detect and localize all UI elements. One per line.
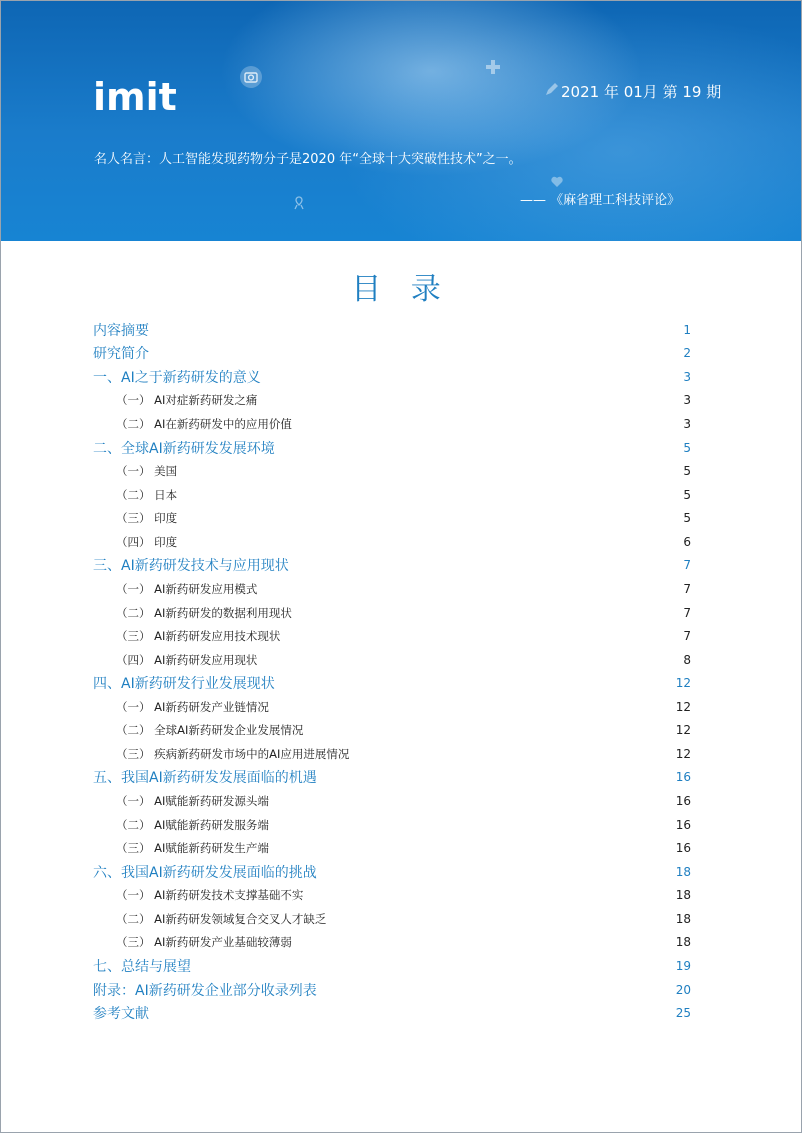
toc-entry-title: 六、我国AI新药研发发展面临的挑战 bbox=[93, 864, 317, 881]
toc-entry-title: （一） AI赋能新药研发源头端 bbox=[116, 794, 269, 809]
toc-entry-title: （一） 美国 bbox=[116, 464, 178, 479]
toc-entry-title: （四） AI新药研发应用现状 bbox=[116, 652, 258, 667]
toc-chapter-entry[interactable] bbox=[93, 342, 691, 366]
toc-entry-page: 7 bbox=[683, 581, 691, 596]
toc-entry-page: 3 bbox=[683, 417, 691, 432]
toc-entry-page: 12 bbox=[675, 699, 691, 714]
pen-icon bbox=[544, 81, 560, 97]
toc-entry-page: 16 bbox=[675, 841, 691, 856]
toc-section-entry[interactable] bbox=[93, 459, 691, 483]
toc-chapter-entry[interactable] bbox=[93, 1001, 691, 1025]
issue-label: 2021 年 01月 第 19 期 bbox=[561, 83, 722, 101]
toc-section-entry[interactable] bbox=[93, 648, 691, 672]
toc-entry-page: 7 bbox=[683, 558, 691, 573]
medical-cross-icon bbox=[484, 58, 502, 76]
toc-entry-title: （一） AI对症新药研发之痛 bbox=[116, 393, 258, 408]
toc-entry-title: 七、总结与展望 bbox=[93, 958, 191, 975]
toc-entry-title: （三） AI新药研发产业基础较薄弱 bbox=[116, 935, 292, 950]
toc-section-entry[interactable] bbox=[93, 742, 691, 766]
toc-section-entry[interactable] bbox=[93, 884, 691, 908]
toc-chapter-entry[interactable] bbox=[93, 766, 691, 790]
toc-entry-page: 25 bbox=[675, 1006, 691, 1021]
toc-chapter-entry[interactable] bbox=[93, 436, 691, 460]
toc-section-entry[interactable] bbox=[93, 931, 691, 955]
toc-entry-page: 3 bbox=[683, 393, 691, 408]
toc-section-entry[interactable] bbox=[93, 577, 691, 601]
toc-entry-title: （一） AI新药研发产业链情况 bbox=[116, 699, 269, 714]
toc-entry-page: 2 bbox=[683, 346, 691, 361]
toc-entry-page: 5 bbox=[683, 464, 691, 479]
heart-icon bbox=[550, 175, 564, 189]
toc-entry-page: 1 bbox=[683, 322, 691, 337]
toc-entry-title: 参考文献 bbox=[93, 1006, 149, 1023]
toc-entry-title: 五、我国AI新药研发发展面临的机遇 bbox=[93, 770, 317, 787]
header-banner bbox=[1, 1, 801, 241]
quote-source: —— 《麻省理工科技评论》 bbox=[520, 193, 681, 208]
imit-logo: imit bbox=[93, 75, 177, 119]
toc-section-entry[interactable] bbox=[93, 836, 691, 860]
toc-entry-title: （三） AI赋能新药研发生产端 bbox=[116, 841, 269, 856]
toc-entry-title: （二） AI在新药研发中的应用价值 bbox=[116, 417, 292, 432]
toc-entry-page: 6 bbox=[683, 534, 691, 549]
toc-section-entry[interactable] bbox=[93, 907, 691, 931]
camera-icon bbox=[239, 65, 263, 89]
toc-section-entry[interactable] bbox=[93, 695, 691, 719]
table-of-contents bbox=[93, 318, 691, 1025]
toc-entry-title: 四、AI新药研发行业发展现状 bbox=[93, 676, 275, 693]
toc-chapter-entry[interactable] bbox=[93, 978, 691, 1002]
toc-chapter-entry[interactable] bbox=[93, 554, 691, 578]
toc-entry-title: （二） 全球AI新药研发企业发展情况 bbox=[116, 723, 304, 738]
toc-entry-page: 3 bbox=[683, 369, 691, 384]
toc-entry-title: （三） 疾病新药研发市场中的AI应用进展情况 bbox=[116, 746, 350, 761]
toc-entry-page: 12 bbox=[675, 723, 691, 738]
toc-entry-page: 8 bbox=[683, 652, 691, 667]
toc-entry-title: 研究简介 bbox=[93, 346, 149, 363]
toc-entry-title: （一） AI新药研发应用模式 bbox=[116, 581, 258, 596]
toc-chapter-entry[interactable] bbox=[93, 671, 691, 695]
toc-entry-page: 12 bbox=[675, 676, 691, 691]
toc-entry-title: 一、AI之于新药研发的意义 bbox=[93, 369, 261, 386]
toc-title: 目 录 bbox=[351, 272, 451, 307]
toc-section-entry[interactable] bbox=[93, 813, 691, 837]
toc-entry-title: （一） AI新药研发技术支撑基础不实 bbox=[116, 888, 304, 903]
toc-chapter-entry[interactable] bbox=[93, 954, 691, 978]
toc-section-entry[interactable] bbox=[93, 483, 691, 507]
toc-entry-page: 18 bbox=[675, 888, 691, 903]
toc-entry-page: 20 bbox=[675, 982, 691, 997]
toc-section-entry[interactable] bbox=[93, 389, 691, 413]
toc-entry-title: （二） AI新药研发的数据利用现状 bbox=[116, 605, 292, 620]
toc-entry-page: 7 bbox=[683, 605, 691, 620]
toc-entry-page: 5 bbox=[683, 487, 691, 502]
toc-chapter-entry[interactable] bbox=[93, 318, 691, 342]
toc-entry-page: 18 bbox=[675, 935, 691, 950]
famous-quote: 名人名言：人工智能发现药物分子是2020 年“全球十大突破性技术”之一。 bbox=[94, 152, 522, 167]
toc-entry-page: 16 bbox=[675, 794, 691, 809]
toc-chapter-entry[interactable] bbox=[93, 365, 691, 389]
toc-entry-page: 16 bbox=[675, 770, 691, 785]
toc-section-entry[interactable] bbox=[93, 412, 691, 436]
toc-entry-title: 三、AI新药研发技术与应用现状 bbox=[93, 558, 289, 575]
toc-section-entry[interactable] bbox=[93, 719, 691, 743]
toc-section-entry[interactable] bbox=[93, 507, 691, 531]
toc-entry-page: 7 bbox=[683, 629, 691, 644]
toc-chapter-entry[interactable] bbox=[93, 860, 691, 884]
toc-entry-page: 16 bbox=[675, 817, 691, 832]
toc-entry-title: （三） 印度 bbox=[116, 511, 178, 526]
toc-entry-page: 18 bbox=[675, 864, 691, 879]
toc-entry-title: （二） 日本 bbox=[116, 487, 178, 502]
toc-section-entry[interactable] bbox=[93, 624, 691, 648]
toc-section-entry[interactable] bbox=[93, 601, 691, 625]
ribbon-icon bbox=[293, 196, 305, 210]
toc-entry-title: （二） AI赋能新药研发服务端 bbox=[116, 817, 269, 832]
toc-entry-title: （二） AI新药研发领域复合交叉人才缺乏 bbox=[116, 911, 327, 926]
toc-entry-title: 内容摘要 bbox=[93, 322, 149, 339]
toc-entry-page: 19 bbox=[675, 958, 691, 973]
toc-entry-page: 18 bbox=[675, 911, 691, 926]
toc-entry-page: 5 bbox=[683, 440, 691, 455]
toc-entry-title: 二、全球AI新药研发发展环境 bbox=[93, 440, 275, 457]
toc-entry-title: 附录：AI新药研发企业部分收录列表 bbox=[93, 982, 317, 999]
toc-entry-title: （三） AI新药研发应用技术现状 bbox=[116, 629, 281, 644]
toc-section-entry[interactable] bbox=[93, 530, 691, 554]
toc-entry-page: 5 bbox=[683, 511, 691, 526]
toc-entry-title: （四） 印度 bbox=[116, 534, 178, 549]
toc-entry-page: 12 bbox=[675, 746, 691, 761]
toc-section-entry[interactable] bbox=[93, 789, 691, 813]
